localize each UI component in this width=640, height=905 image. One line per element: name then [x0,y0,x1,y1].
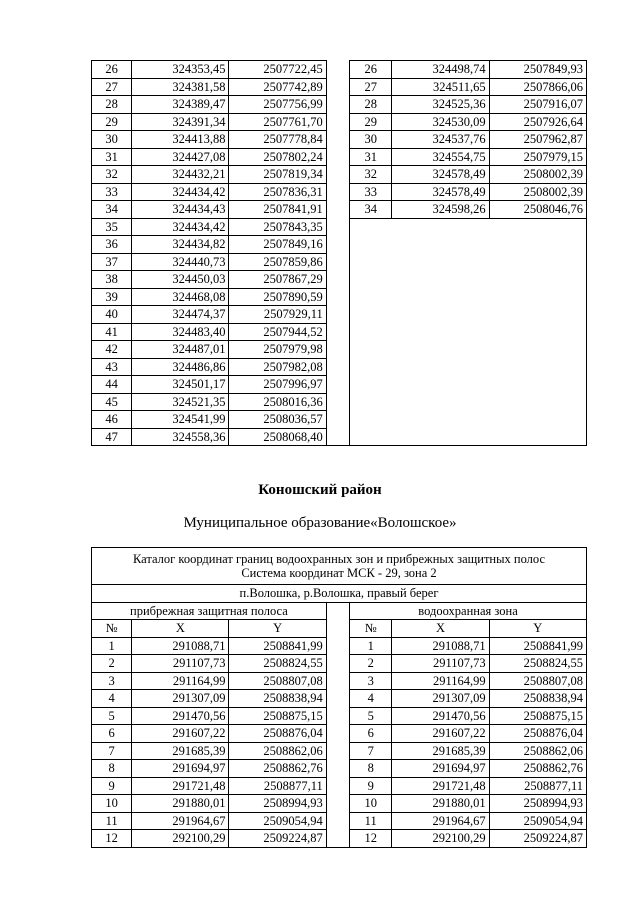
column-gap [326,411,349,429]
y-value: 2509224,87 [229,830,326,848]
point-number: 40 [92,306,132,324]
catalog-title-line1: Каталог координат границ водоохранных зон и прибрежных защитных полос [132,552,546,566]
point-number: 2 [92,655,132,673]
y-value: 2507859,86 [229,253,326,271]
x-value: 324413,88 [132,131,229,149]
table-row [92,637,587,655]
point-number: 46 [92,411,132,429]
x-value: 324558,36 [132,428,229,446]
point-number: 3 [92,672,132,690]
table-row [92,725,587,743]
y-value: 2507742,89 [229,78,326,96]
column-gap [326,725,349,743]
col-num-header: № [92,620,132,638]
municipality-title: Муниципальное образование«Волошское» [183,515,457,531]
point-number: 33 [350,183,392,201]
y-value: 2507867,29 [229,271,326,289]
point-number: 47 [92,428,132,446]
point-number: 3 [350,672,392,690]
x-value: 324434,42 [132,183,229,201]
x-value: 324554,75 [392,148,489,166]
y-value: 2509224,87 [489,830,586,848]
point-number: 27 [350,78,392,96]
point-number: 2 [350,655,392,673]
x-value: 291088,71 [132,637,229,655]
column-gap [326,707,349,725]
y-value: 2507722,45 [229,61,326,79]
x-value: 324389,47 [132,96,229,114]
point-number: 43 [92,358,132,376]
column-gap [326,672,349,690]
table-row [92,96,587,114]
point-number: 42 [92,341,132,359]
point-number: 6 [350,725,392,743]
y-value: 2508876,04 [489,725,586,743]
empty-area [350,218,587,446]
x-value: 324578,49 [392,183,489,201]
point-number: 5 [92,707,132,725]
column-gap [326,253,349,271]
point-number: 12 [350,830,392,848]
left-section-heading: прибрежная защитная полоса [92,602,327,620]
y-value: 2508841,99 [229,637,326,655]
x-value: 291964,67 [132,812,229,830]
x-value: 324521,35 [132,393,229,411]
x-value: 292100,29 [392,830,489,848]
column-gap [326,61,349,79]
table-row [92,707,587,725]
x-value: 324537,76 [392,131,489,149]
x-value: 324391,34 [132,113,229,131]
x-value: 324353,45 [132,61,229,79]
point-number: 41 [92,323,132,341]
col-num-header: № [350,620,392,638]
column-gap [326,306,349,324]
column-gap [326,812,349,830]
column-gap [326,218,349,236]
point-number: 4 [350,690,392,708]
x-value: 324450,03 [132,271,229,289]
x-value: 291964,67 [392,812,489,830]
point-number: 29 [350,113,392,131]
catalog-location: п.Волошка, р.Волошка, правый берег [92,585,587,603]
column-gap [326,393,349,411]
top-coordinates-table [91,60,587,446]
y-value: 2508807,08 [229,672,326,690]
column-gap [326,620,349,638]
y-value: 2508862,76 [229,760,326,778]
table-row [92,183,587,201]
y-value: 2507929,11 [229,306,326,324]
y-value: 2507916,07 [489,96,586,114]
table-row [92,148,587,166]
x-value: 324578,49 [392,166,489,184]
x-value: 291607,22 [392,725,489,743]
y-value: 2507979,98 [229,341,326,359]
x-value: 291721,48 [392,777,489,795]
y-value: 2507819,34 [229,166,326,184]
x-value: 324530,09 [392,113,489,131]
table-row [92,218,587,236]
column-gap [326,760,349,778]
column-gap [326,236,349,254]
x-value: 324487,01 [132,341,229,359]
y-value: 2507982,08 [229,358,326,376]
point-number: 26 [92,61,132,79]
y-value: 2507841,91 [229,201,326,219]
x-value: 291307,09 [392,690,489,708]
table-row [92,113,587,131]
point-number: 28 [350,96,392,114]
point-number: 31 [350,148,392,166]
table-row [92,672,587,690]
table-row [92,742,587,760]
col-y-header: Y [229,620,326,638]
point-number: 28 [92,96,132,114]
y-value: 2508877,11 [229,777,326,795]
y-value: 2507849,93 [489,61,586,79]
column-gap [326,830,349,848]
x-value: 291164,99 [132,672,229,690]
y-value: 2507778,84 [229,131,326,149]
table-row [92,131,587,149]
column-gap [326,358,349,376]
point-number: 11 [350,812,392,830]
column-gap [326,637,349,655]
point-number: 8 [350,760,392,778]
column-gap [326,690,349,708]
point-number: 33 [92,183,132,201]
y-value: 2508841,99 [489,637,586,655]
x-value: 324483,40 [132,323,229,341]
y-value: 2508875,15 [229,707,326,725]
right-section-heading: водоохранная зона [350,602,587,620]
y-value: 2507926,64 [489,113,586,131]
point-number: 29 [92,113,132,131]
x-value: 291107,73 [392,655,489,673]
catalog-title-cell [92,548,587,585]
x-value: 291880,01 [392,795,489,813]
point-number: 10 [350,795,392,813]
x-value: 324541,99 [132,411,229,429]
point-number: 32 [350,166,392,184]
point-number: 26 [350,61,392,79]
y-value: 2508862,76 [489,760,586,778]
x-value: 291685,39 [132,742,229,760]
x-value: 291694,97 [392,760,489,778]
point-number: 1 [350,637,392,655]
table-row [92,777,587,795]
column-gap [326,428,349,446]
x-value: 324474,37 [132,306,229,324]
x-value: 291107,73 [132,655,229,673]
catalog-table-body [92,548,587,848]
y-value: 2509054,94 [229,812,326,830]
point-number: 7 [92,742,132,760]
y-value: 2508046,76 [489,201,586,219]
y-value: 2507761,70 [229,113,326,131]
x-value: 291694,97 [132,760,229,778]
point-number: 27 [92,78,132,96]
y-value: 2507996,97 [229,376,326,394]
table-row [92,655,587,673]
point-number: 45 [92,393,132,411]
x-value: 324501,17 [132,376,229,394]
col-x-header: X [392,620,489,638]
point-number: 31 [92,148,132,166]
column-gap [326,271,349,289]
y-value: 2507836,31 [229,183,326,201]
x-value: 292100,29 [132,830,229,848]
y-value: 2508876,04 [229,725,326,743]
point-number: 11 [92,812,132,830]
table-row [92,61,587,79]
y-value: 2508002,39 [489,166,586,184]
x-value: 324381,58 [132,78,229,96]
y-value: 2508824,55 [489,655,586,673]
x-value: 324434,42 [132,218,229,236]
catalog-table [91,547,587,848]
point-number: 38 [92,271,132,289]
x-value: 324434,82 [132,236,229,254]
y-value: 2507979,15 [489,148,586,166]
point-number: 35 [92,218,132,236]
x-value: 291088,71 [392,637,489,655]
x-value: 291470,56 [132,707,229,725]
point-number: 44 [92,376,132,394]
point-number: 30 [92,131,132,149]
table-row [92,795,587,813]
table-row [92,166,587,184]
column-gap [326,166,349,184]
y-value: 2507843,35 [229,218,326,236]
point-number: 37 [92,253,132,271]
column-gap [326,655,349,673]
x-value: 291470,56 [392,707,489,725]
point-number: 8 [92,760,132,778]
column-gap [326,183,349,201]
y-value: 2509054,94 [489,812,586,830]
table-row [92,830,587,848]
table-row [92,812,587,830]
x-value: 291607,22 [132,725,229,743]
y-value: 2507962,87 [489,131,586,149]
column-gap [326,288,349,306]
y-value: 2508838,94 [489,690,586,708]
point-number: 9 [350,777,392,795]
x-value: 324440,73 [132,253,229,271]
y-value: 2508036,57 [229,411,326,429]
table-row [92,760,587,778]
y-value: 2507890,59 [229,288,326,306]
column-gap [326,602,349,620]
y-value: 2507756,99 [229,96,326,114]
table-row [92,78,587,96]
y-value: 2508002,39 [489,183,586,201]
point-number: 6 [92,725,132,743]
y-value: 2508807,08 [489,672,586,690]
y-value: 2507866,06 [489,78,586,96]
y-value: 2508862,06 [489,742,586,760]
y-value: 2507802,24 [229,148,326,166]
y-value: 2508875,15 [489,707,586,725]
column-gap [326,201,349,219]
y-value: 2508862,06 [229,742,326,760]
point-number: 1 [92,637,132,655]
column-gap [326,376,349,394]
column-gap [326,96,349,114]
point-number: 32 [92,166,132,184]
top-table-body [92,61,587,446]
y-value: 2507944,52 [229,323,326,341]
column-gap [326,113,349,131]
y-value: 2508994,93 [489,795,586,813]
x-value: 291164,99 [392,672,489,690]
point-number: 5 [350,707,392,725]
x-value: 324486,86 [132,358,229,376]
point-number: 36 [92,236,132,254]
point-number: 34 [350,201,392,219]
table-row [92,201,587,219]
x-value: 324525,36 [392,96,489,114]
x-value: 324498,74 [392,61,489,79]
point-number: 39 [92,288,132,306]
y-value: 2508824,55 [229,655,326,673]
x-value: 324511,65 [392,78,489,96]
y-value: 2508877,11 [489,777,586,795]
column-gap [326,78,349,96]
x-value: 324434,43 [132,201,229,219]
column-gap [326,341,349,359]
column-gap [326,148,349,166]
column-gap [326,777,349,795]
x-value: 324432,21 [132,166,229,184]
point-number: 30 [350,131,392,149]
y-value: 2508994,93 [229,795,326,813]
point-number: 4 [92,690,132,708]
point-number: 10 [92,795,132,813]
point-number: 9 [92,777,132,795]
x-value: 291721,48 [132,777,229,795]
x-value: 324598,26 [392,201,489,219]
y-value: 2508016,36 [229,393,326,411]
x-value: 291880,01 [132,795,229,813]
y-value: 2507849,16 [229,236,326,254]
point-number: 7 [350,742,392,760]
column-gap [326,323,349,341]
x-value: 291307,09 [132,690,229,708]
x-value: 291685,39 [392,742,489,760]
column-gap [326,742,349,760]
point-number: 34 [92,201,132,219]
col-x-header: X [132,620,229,638]
point-number: 12 [92,830,132,848]
y-value: 2508068,40 [229,428,326,446]
column-gap [326,131,349,149]
catalog-title-line2: Система координат МСК - 29, зона 2 [241,566,437,580]
x-value: 324468,08 [132,288,229,306]
y-value: 2508838,94 [229,690,326,708]
district-title: Коношский район [258,482,382,498]
column-gap [326,795,349,813]
table-row [92,690,587,708]
x-value: 324427,08 [132,148,229,166]
col-y-header: Y [489,620,586,638]
